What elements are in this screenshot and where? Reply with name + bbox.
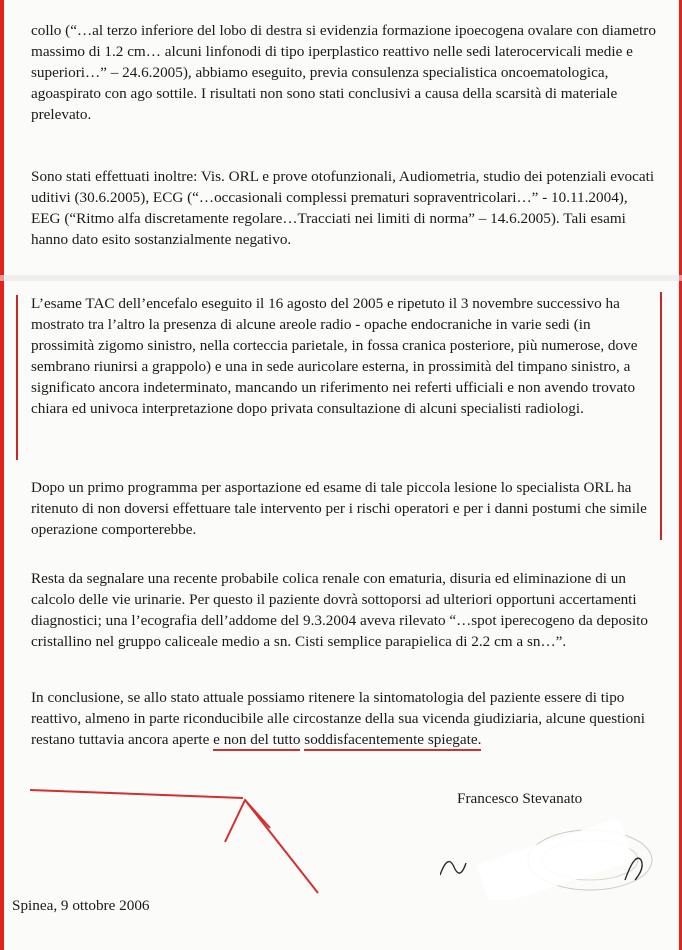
paragraph-tac: L’esame TAC dell’encefalo eseguito il 16 agosto del 2005 e ripetuto il 3 novembre successivo ha mostrato tra l’altro la presenza di alcune areole radio - opache endocraniche in varie sedi (in prossimità zigomo sinistro, nella corteccia parietale, in fossa cranica posteriore, più numerose, dove sembrano riunirsi a grappolo) e una in sede auricolare esterna, in prossimità del timpano sinistro, a significato ancora indeterminato, mancando un riferimento nei referti ufficiali e non avendo trovato chiara ed univoca interpretazione dopo privata consultazione di alcuni specialisti radiologi. [31,295,638,417]
paragraph-conclusion [31,687,656,750]
paragraph-exams: Sono stati effettuati inoltre: Vis. ORL e prove otofunzionali, Audiometria, studio dei potenziali evocati uditivi (30.6.2005), ECG (“…occasionali complessi prematuri sopraventricolari…” - 10.11.2004), EEG (“Ritmo alfa discretamente regolare…Tracciati nei limiti di norma” – 14.6.2005). Tali esami hanno dato esito sostanzialmente negativo. [31,168,655,248]
paragraph-orl: Dopo un primo programma per asportazione ed esame di tale piccola lesione lo specialista ORL ha ritenuto di non doversi effettuare tale intervento per i rischi operatori e per i danni postumi che simile operazione comporterebbe. [31,479,647,538]
paragraph-renal-colic: Resta da segnalare una recente probabile colica renale con ematuria, disuria ed eliminazione di un calcolo delle vie urinarie. Per questo il paziente dovrà sottoporsi ad ulteriori opportuni accertamenti diagnostici; una l’ecografia dell’addome del 9.3.2004 aveva rilevato “…spot iperecogeno da deposito cristallino nel gruppo caliceale medio a sn. Cisti semplice parapielica di 2.2 cm a sn…”. [31,570,648,650]
paragraph-ultrasound: collo (“…al terzo inferiore del lobo di destra si evidenzia formazione ipoecogena ovalare con diametro massimo di 1.2 cm… alcuni linfonodi di tipo iperplastico reattivo nelle sedi laterocervicali medie e superiori…” – 24.6.2005), abbiamo eseguito, previa consulenza specialistica oncoematologica, agoaspirato con ago sottile. I risultati non sono stati conclusivi a causa della scarsità di materiale prelevato. [31,22,656,123]
signature-name: Francesco Stevanato [457,790,583,807]
conclusion-underlined-text: e non del tutto [213,731,300,751]
annotation-arrow-line [245,800,318,893]
conclusion-text: In conclusione, se allo stato attuale possiamo ritenere la sintomatologia del paziente essere di tipo reattivo, almeno in parte riconducibile alle circostanze della sua vicenda giudiziaria, alcune questioni restano tuttavia ancora aperte [31,689,645,748]
page-edge-left [0,0,4,950]
stamp-and-signature [440,820,660,900]
signature-scribble-icon [440,820,660,900]
annotation-arrow-head [225,800,270,842]
annotation-underline-stroke [30,790,243,798]
margin-bracket-right [660,292,662,540]
conclusion-underlined-text-2: soddisfacentemente spiegate. [304,731,481,751]
margin-bracket-left [16,295,18,460]
place-date: Spinea, 9 ottobre 2006 [12,897,150,914]
